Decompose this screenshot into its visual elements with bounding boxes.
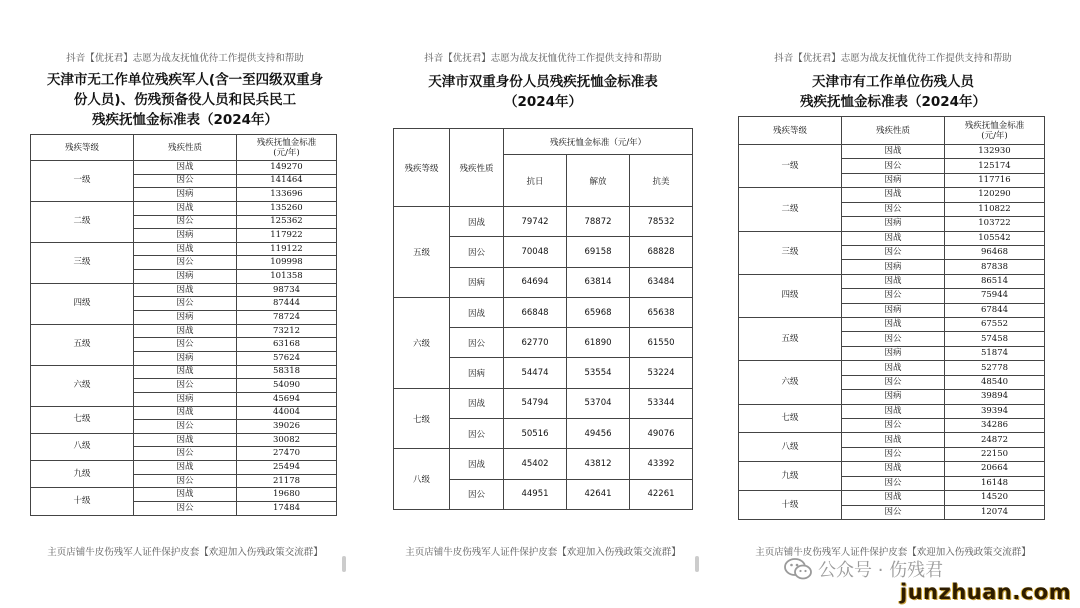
nature-cell: 因战 [134, 242, 237, 256]
table-row [31, 488, 337, 502]
value-cell: 120290 [945, 188, 1045, 202]
value-cell: 117716 [945, 173, 1045, 187]
table-row [739, 404, 1045, 418]
bottom-note: 主页店铺牛皮伤残军人证件保护皮套【欢迎加入伤残政策交流群】 [755, 547, 1031, 558]
nature-cell: 因公 [842, 419, 945, 433]
kangmei-cell: 78532 [630, 207, 693, 237]
table-row [31, 324, 337, 338]
header-standard [237, 135, 337, 161]
kangri-cell: 79742 [504, 207, 567, 237]
nature-cell: 因战 [842, 145, 945, 159]
level-cell: 四级 [739, 274, 842, 317]
level-cell: 七级 [394, 388, 450, 449]
top-note: 抖音【优抚君】志愿为战友抚恤优待工作提供支持和帮助 [774, 53, 1012, 64]
level-cell: 四级 [31, 283, 134, 324]
table-row [739, 274, 1045, 288]
standards-table [30, 134, 337, 516]
kangmei-cell: 42261 [630, 479, 693, 509]
kangmei-cell: 49076 [630, 419, 693, 449]
jiefang-cell: 69158 [567, 237, 630, 267]
title-line: 残疾抚恤金标准表（2024年） [91, 112, 279, 128]
header-kangri: 抗日 [504, 155, 567, 207]
nature-cell: 因战 [134, 406, 237, 420]
jiefang-cell: 53554 [567, 358, 630, 388]
value-cell: 48540 [945, 375, 1045, 389]
nature-cell: 因公 [134, 338, 237, 352]
level-cell: 二级 [31, 201, 134, 242]
nature-cell: 因战 [842, 188, 945, 202]
value-cell: 141464 [237, 174, 337, 188]
value-cell: 67552 [945, 318, 1045, 332]
nature-cell: 因战 [134, 324, 237, 338]
value-cell: 34286 [945, 419, 1045, 433]
level-cell: 九级 [739, 462, 842, 491]
value-cell: 25494 [237, 461, 337, 475]
header-jiefang: 解放 [567, 155, 630, 207]
kangri-cell: 70048 [504, 237, 567, 267]
kangri-cell: 44951 [504, 479, 567, 509]
value-cell: 57458 [945, 332, 1045, 346]
level-cell: 七级 [739, 404, 842, 433]
value-cell: 39394 [945, 404, 1045, 418]
level-cell: 二级 [739, 188, 842, 231]
value-cell: 149270 [237, 161, 337, 175]
table-row [31, 201, 337, 215]
nature-cell: 因公 [134, 297, 237, 311]
nature-cell: 因战 [134, 283, 237, 297]
nature-cell: 因公 [134, 447, 237, 461]
value-cell: 110822 [945, 202, 1045, 216]
nature-cell: 因战 [134, 161, 237, 175]
value-cell: 96468 [945, 245, 1045, 259]
scroll-handle[interactable] [695, 556, 699, 572]
nature-cell: 因公 [134, 174, 237, 188]
panel-title [738, 72, 1048, 112]
nature-cell: 因病 [842, 390, 945, 404]
nature-cell: 因公 [134, 502, 237, 516]
wechat-icon [784, 558, 812, 580]
value-cell: 103722 [945, 217, 1045, 231]
nature-cell: 因战 [842, 318, 945, 332]
table-row [739, 231, 1045, 245]
value-cell: 57624 [237, 351, 337, 365]
table-row [394, 207, 693, 237]
header-level: 残疾等级 [394, 129, 450, 207]
wechat-label: 公众号 · 伤残君 [818, 560, 944, 581]
value-cell: 67844 [945, 303, 1045, 317]
nature-cell: 因病 [842, 260, 945, 274]
jiefang-cell: 63814 [567, 267, 630, 297]
value-cell: 73212 [237, 324, 337, 338]
value-cell: 78724 [237, 311, 337, 325]
nature-cell: 因公 [842, 375, 945, 389]
nature-cell: 因战 [450, 207, 504, 237]
kangri-cell: 66848 [504, 297, 567, 327]
level-cell: 五级 [739, 318, 842, 361]
standards-table [738, 116, 1045, 520]
nature-cell: 因战 [842, 361, 945, 375]
value-cell: 105542 [945, 231, 1045, 245]
kangmei-cell: 61550 [630, 328, 693, 358]
header-standard: 残疾抚恤金标准（元/年） [504, 129, 693, 155]
nature-cell: 因战 [842, 404, 945, 418]
value-cell: 52778 [945, 361, 1045, 375]
nature-cell: 因战 [842, 462, 945, 476]
jiefang-cell: 42641 [567, 479, 630, 509]
level-cell: 十级 [739, 491, 842, 520]
jiefang-cell: 53704 [567, 388, 630, 418]
table-row [394, 297, 693, 327]
nature-cell: 因公 [842, 447, 945, 461]
nature-cell: 因公 [450, 419, 504, 449]
value-cell: 101358 [237, 270, 337, 284]
standards-table [393, 128, 693, 510]
nature-cell: 因公 [450, 237, 504, 267]
header-kangmei: 抗美 [630, 155, 693, 207]
jiefang-cell: 78872 [567, 207, 630, 237]
kangmei-cell: 65638 [630, 297, 693, 327]
table-row [31, 161, 337, 175]
bottom-note: 主页店铺牛皮伤残军人证件保护皮套【欢迎加入伤残政策交流群】 [47, 547, 323, 558]
panel-dual-identity [393, 0, 693, 608]
level-cell: 八级 [739, 433, 842, 462]
value-cell: 119122 [237, 242, 337, 256]
jiefang-cell: 49456 [567, 419, 630, 449]
value-cell: 117922 [237, 229, 337, 243]
level-cell: 五级 [31, 324, 134, 365]
level-cell: 六级 [394, 297, 450, 388]
value-cell: 14520 [945, 491, 1045, 505]
jiefang-cell: 65968 [567, 297, 630, 327]
nature-cell: 因战 [450, 449, 504, 479]
top-note: 抖音【优抚君】志愿为战友抚恤优待工作提供支持和帮助 [424, 53, 662, 64]
value-cell: 54090 [237, 379, 337, 393]
title-line: 天津市有工作单位伤残人员 [812, 74, 974, 90]
title-line: 份人员)、伤残预备役人员和民兵民工 [73, 92, 297, 108]
value-cell: 17484 [237, 502, 337, 516]
value-cell: 133696 [237, 188, 337, 202]
value-cell: 51874 [945, 346, 1045, 360]
title-line: 天津市双重身份人员残疾抚恤金标准表 [428, 74, 658, 90]
panel-title [30, 70, 340, 130]
table-row [739, 462, 1045, 476]
panel-unemployed-veterans [30, 0, 340, 608]
nature-cell: 因病 [842, 173, 945, 187]
nature-cell: 因公 [134, 256, 237, 270]
value-cell: 125362 [237, 215, 337, 229]
value-cell: 22150 [945, 447, 1045, 461]
level-cell: 九级 [31, 461, 134, 488]
nature-cell: 因公 [134, 420, 237, 434]
table-row [739, 361, 1045, 375]
value-cell: 21178 [237, 474, 337, 488]
title-line: （2024年） [503, 94, 583, 110]
header-nature: 残疾性质 [842, 117, 945, 145]
nature-cell: 因病 [842, 346, 945, 360]
kangri-cell: 54474 [504, 358, 567, 388]
value-cell: 132930 [945, 145, 1045, 159]
table-row [31, 365, 337, 379]
value-cell: 125174 [945, 159, 1045, 173]
site-watermark: junzhuan.com [900, 580, 1072, 604]
title-line: 残疾抚恤金标准表（2024年） [799, 94, 987, 110]
nature-cell: 因公 [134, 474, 237, 488]
nature-cell: 因公 [842, 289, 945, 303]
header-standard-line: 残疾抚恤金标准 [256, 137, 317, 148]
value-cell: 58318 [237, 365, 337, 379]
wechat-watermark [784, 556, 943, 582]
value-cell: 45694 [237, 392, 337, 406]
nature-cell: 因公 [842, 476, 945, 490]
nature-cell: 因战 [842, 433, 945, 447]
kangmei-cell: 63484 [630, 267, 693, 297]
table-row [31, 461, 337, 475]
nature-cell: 因病 [842, 303, 945, 317]
nature-cell: 因公 [134, 215, 237, 229]
nature-cell: 因战 [450, 297, 504, 327]
nature-cell: 因公 [134, 379, 237, 393]
nature-cell: 因公 [842, 332, 945, 346]
value-cell: 135260 [237, 201, 337, 215]
nature-cell: 因战 [134, 201, 237, 215]
nature-cell: 因病 [134, 229, 237, 243]
value-cell: 86514 [945, 274, 1045, 288]
header-standard [945, 117, 1045, 145]
value-cell: 20664 [945, 462, 1045, 476]
table-row [739, 318, 1045, 332]
panel-title [393, 72, 693, 112]
kangri-cell: 64694 [504, 267, 567, 297]
nature-cell: 因战 [134, 433, 237, 447]
kangmei-cell: 43392 [630, 449, 693, 479]
nature-cell: 因病 [450, 358, 504, 388]
value-cell: 39894 [945, 390, 1045, 404]
nature-cell: 因战 [134, 461, 237, 475]
level-cell: 八级 [394, 449, 450, 510]
value-cell: 19680 [237, 488, 337, 502]
scroll-handle[interactable] [342, 556, 346, 572]
level-cell: 一级 [739, 145, 842, 188]
table-row [739, 188, 1045, 202]
header-level: 残疾等级 [31, 135, 134, 161]
kangmei-cell: 53224 [630, 358, 693, 388]
nature-cell: 因公 [450, 479, 504, 509]
header-standard-unit: (元/年) [273, 147, 300, 158]
nature-cell: 因战 [842, 231, 945, 245]
nature-cell: 因病 [134, 351, 237, 365]
level-cell: 三级 [31, 242, 134, 283]
nature-cell: 因战 [450, 388, 504, 418]
value-cell: 24872 [945, 433, 1045, 447]
value-cell: 39026 [237, 420, 337, 434]
nature-cell: 因公 [842, 202, 945, 216]
jiefang-cell: 61890 [567, 328, 630, 358]
nature-cell: 因病 [134, 270, 237, 284]
level-cell: 十级 [31, 488, 134, 516]
value-cell: 30082 [237, 433, 337, 447]
table-row [739, 145, 1045, 159]
header-level: 残疾等级 [739, 117, 842, 145]
nature-cell: 因病 [450, 267, 504, 297]
nature-cell: 因病 [134, 188, 237, 202]
value-cell: 44004 [237, 406, 337, 420]
value-cell: 16148 [945, 476, 1045, 490]
nature-cell: 因病 [842, 217, 945, 231]
level-cell: 八级 [31, 433, 134, 460]
value-cell: 63168 [237, 338, 337, 352]
header-standard-unit: (元/年) [981, 130, 1008, 141]
header-standard-line: 残疾抚恤金标准 [964, 120, 1025, 131]
table-row [31, 242, 337, 256]
nature-cell: 因病 [134, 392, 237, 406]
kangri-cell: 54794 [504, 388, 567, 418]
level-cell: 六级 [739, 361, 842, 404]
value-cell: 75944 [945, 289, 1045, 303]
table-row [394, 449, 693, 479]
nature-cell: 因战 [842, 274, 945, 288]
bottom-note: 主页店铺牛皮伤残军人证件保护皮套【欢迎加入伤残政策交流群】 [405, 547, 681, 558]
kangri-cell: 50516 [504, 419, 567, 449]
nature-cell: 因公 [842, 245, 945, 259]
header-nature: 残疾性质 [134, 135, 237, 161]
table-row [31, 433, 337, 447]
kangmei-cell: 68828 [630, 237, 693, 267]
kangri-cell: 45402 [504, 449, 567, 479]
level-cell: 六级 [31, 365, 134, 406]
table-row [31, 406, 337, 420]
level-cell: 一级 [31, 161, 134, 202]
title-line: 天津市无工作单位残疾军人(含一至四级双重身 [46, 72, 324, 88]
kangmei-cell: 53344 [630, 388, 693, 418]
value-cell: 12074 [945, 505, 1045, 519]
kangri-cell: 62770 [504, 328, 567, 358]
value-cell: 109998 [237, 256, 337, 270]
nature-cell: 因公 [842, 505, 945, 519]
nature-cell: 因战 [134, 488, 237, 502]
top-note: 抖音【优抚君】志愿为战友抚恤优待工作提供支持和帮助 [66, 53, 304, 64]
value-cell: 27470 [237, 447, 337, 461]
nature-cell: 因战 [842, 491, 945, 505]
table-row [394, 388, 693, 418]
panel-employed-disabled [738, 0, 1048, 608]
nature-cell: 因公 [842, 159, 945, 173]
nature-cell: 因病 [134, 311, 237, 325]
level-cell: 七级 [31, 406, 134, 433]
header-nature: 残疾性质 [450, 129, 504, 207]
value-cell: 87838 [945, 260, 1045, 274]
level-cell: 五级 [394, 207, 450, 298]
nature-cell: 因战 [134, 365, 237, 379]
table-row [739, 433, 1045, 447]
table-row [739, 491, 1045, 505]
table-row [31, 283, 337, 297]
value-cell: 98734 [237, 283, 337, 297]
level-cell: 三级 [739, 231, 842, 274]
nature-cell: 因公 [450, 328, 504, 358]
value-cell: 87444 [237, 297, 337, 311]
jiefang-cell: 43812 [567, 449, 630, 479]
